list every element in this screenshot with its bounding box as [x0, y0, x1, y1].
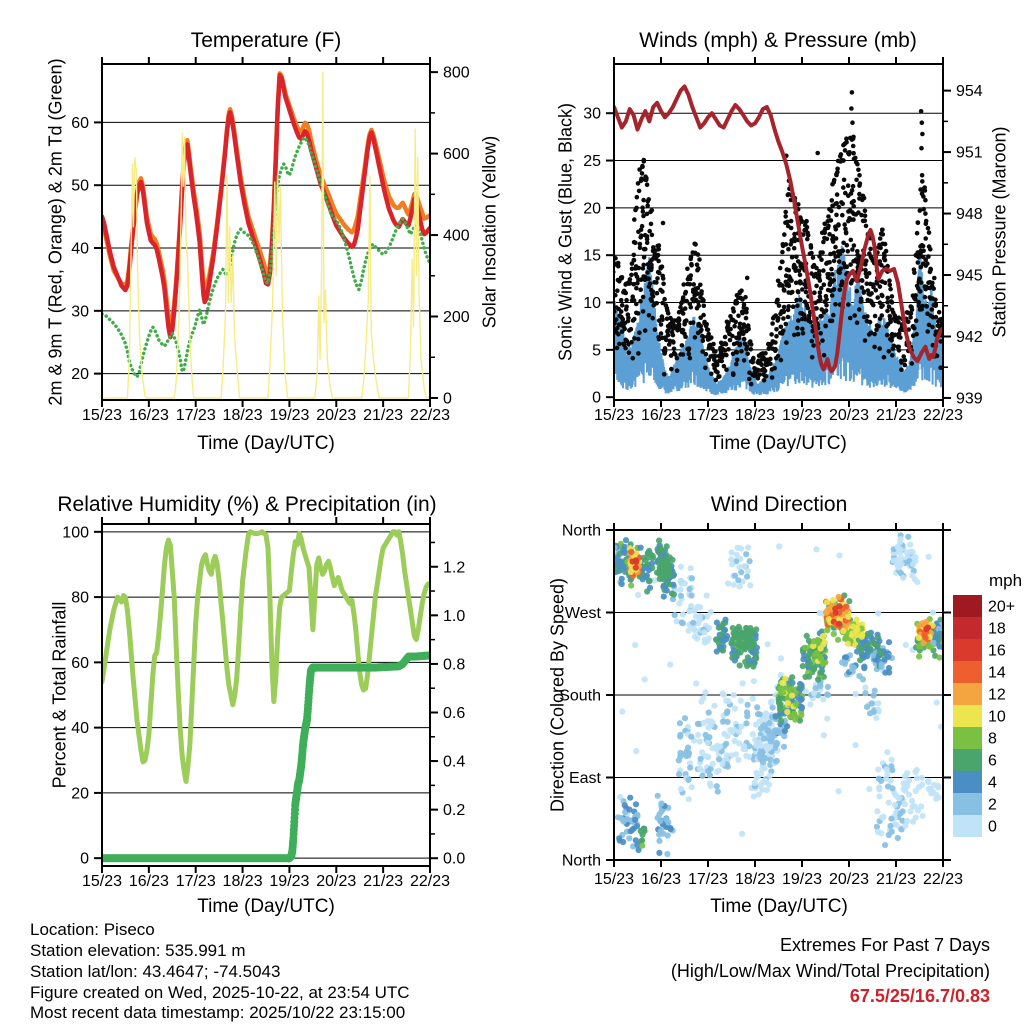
y-tick-label-right: 1.0 [443, 607, 466, 625]
y-tick-label-right: 0.4 [443, 753, 466, 771]
series-2m-t [102, 75, 430, 337]
x-tick-label: 16/23 [128, 407, 169, 424]
y-tick-label-left: 20 [583, 200, 601, 218]
extremes-values: 67.5/25/16.7/0.83 [849, 986, 990, 1006]
x-tick-label: 20/23 [828, 407, 870, 424]
x-tick-label: 17/23 [687, 871, 729, 888]
panel-title-wind-direction: Wind Direction [710, 493, 848, 516]
x-tick-label: 22/23 [922, 407, 964, 424]
xaxis-label-temperature: Time (Day/UTC) [197, 433, 335, 454]
legend-label: 0 [988, 818, 997, 836]
y-tick-label-left: North [561, 852, 601, 870]
x-tick-label: 16/23 [128, 873, 169, 890]
xaxis-label-wind-direction: Time (Day/UTC) [710, 896, 848, 917]
y-tick-label-left: 100 [62, 524, 89, 542]
x-tick-label: 18/23 [734, 407, 776, 424]
x-tick-label: 17/23 [175, 407, 216, 424]
panel-temperature [71, 57, 470, 424]
legend-label: 10 [988, 708, 1006, 726]
y-tick-label-right: 945 [956, 267, 983, 285]
yaxis-label-pressure-right: Station Pressure (Maroon) [989, 126, 1010, 338]
y-tick-label-left: 60 [71, 114, 89, 132]
x-tick-label: 22/23 [409, 873, 451, 890]
y-tick-label-left: South [559, 687, 601, 705]
y-tick-label-left: 40 [71, 720, 89, 738]
x-tick-label: 21/23 [363, 873, 404, 890]
footer-timestamp: Most recent data timestamp: 2025/10/22 23:15:00 [30, 1003, 406, 1022]
x-tick-label: 20/23 [828, 871, 870, 888]
panel-rh_precip [62, 517, 465, 890]
y-tick-label-left: 50 [71, 177, 89, 195]
y-tick-label-right: 948 [956, 206, 983, 224]
footer-elevation: Station elevation: 535.991 m [30, 941, 246, 960]
x-tick-label: 18/23 [222, 873, 263, 890]
x-tick-label: 18/23 [734, 871, 776, 888]
legend-label: 4 [988, 774, 997, 792]
panel-wind_direction [559, 523, 1022, 889]
x-tick-label: 19/23 [781, 871, 823, 888]
y-tick-label-left: 30 [71, 303, 89, 321]
y-tick-label-right: 400 [443, 227, 470, 245]
legend-label: 18 [988, 620, 1006, 638]
series-relative-humidity [102, 532, 430, 782]
x-tick-label: 19/23 [269, 407, 310, 424]
legend-label: 8 [988, 730, 997, 748]
yaxis-label-temperature-right: Solar Insolation (Yellow) [479, 135, 500, 329]
x-tick-label: 19/23 [781, 407, 823, 424]
x-tick-label: 21/23 [875, 407, 917, 424]
speed-legend [953, 571, 1022, 837]
yaxis-label-rh-left: Percent & Total Rainfall [49, 601, 70, 789]
series-9m-t [102, 73, 430, 324]
y-tick-label-right: 0.6 [443, 704, 466, 722]
y-tick-label-right: 0.0 [443, 850, 466, 868]
x-tick-label: 20/23 [316, 407, 357, 424]
y-tick-label-left: 0 [592, 389, 601, 407]
panel-rh_precip-series [98, 532, 433, 862]
y-tick-label-left: 30 [583, 105, 601, 123]
legend-label: 20+ [988, 598, 1016, 616]
legend-swatch [953, 661, 982, 683]
y-tick-label-right: 200 [443, 309, 470, 327]
footer-location: Location: Piseco [30, 920, 155, 939]
x-tick-label: 20/23 [316, 873, 357, 890]
y-tick-label-left: 20 [71, 785, 89, 803]
y-tick-label-left: 5 [592, 342, 601, 360]
yaxis-label-direction-left: Direction (Colored By Speed) [547, 577, 568, 813]
x-tick-label: 16/23 [640, 407, 682, 424]
legend-swatch [953, 793, 982, 815]
y-tick-label-left: 80 [71, 589, 89, 607]
legend-swatch [953, 683, 982, 705]
panel-title-rh-precip: Relative Humidity (%) & Precipitation (in) [57, 493, 437, 516]
y-tick-label-left: 25 [583, 153, 601, 171]
y-tick-label-left: 0 [80, 850, 89, 868]
footer-created: Figure created on Wed, 2025-10-22, at 23:54 UTC [30, 983, 410, 1002]
y-tick-label-right: 942 [956, 328, 983, 346]
xaxis-label-rh-precip: Time (Day/UTC) [197, 896, 335, 917]
series-rainfall-dots [98, 652, 433, 863]
x-tick-label: 17/23 [175, 873, 216, 890]
legend-swatch [953, 727, 982, 749]
y-tick-label-left: East [568, 770, 601, 787]
extremes-subtitle: (High/Low/Max Wind/Total Precipitation) [670, 961, 990, 981]
xaxis-label-winds-pressure: Time (Day/UTC) [709, 433, 847, 454]
panel-winds_pressure [583, 57, 983, 424]
y-tick-label-right: 0.2 [443, 802, 466, 820]
x-tick-label: 15/23 [81, 873, 123, 890]
legend-swatch [953, 815, 982, 837]
x-tick-label: 21/23 [363, 407, 404, 424]
x-tick-label: 16/23 [640, 871, 682, 888]
legend-swatch [953, 617, 982, 639]
y-tick-label-left: 60 [71, 654, 89, 672]
legend-label: 14 [988, 664, 1006, 682]
y-tick-label-left: 10 [583, 295, 601, 313]
x-tick-label: 18/23 [222, 407, 263, 424]
x-tick-label: 15/23 [81, 407, 123, 424]
y-tick-label-left: 15 [583, 247, 601, 265]
y-tick-label-right: 0.8 [443, 656, 466, 674]
footer-latlon: Station lat/lon: 43.4647; -74.5043 [30, 962, 281, 981]
y-tick-label-right: 600 [443, 146, 470, 164]
yaxis-label-wind-left: Sonic Wind & Gust (Blue, Black) [555, 102, 576, 362]
y-tick-label-left: 20 [71, 366, 89, 384]
x-tick-label: 15/23 [593, 407, 635, 424]
legend-label: 16 [988, 642, 1006, 660]
legend-swatch [953, 595, 982, 617]
y-tick-label-right: 951 [956, 144, 983, 162]
legend-label: 2 [988, 796, 997, 814]
y-tick-label-left: North [561, 522, 601, 540]
legend-label: 6 [988, 752, 997, 770]
legend-swatch [953, 639, 982, 661]
legend-label: 12 [988, 686, 1006, 704]
y-tick-label-right: 939 [956, 390, 983, 408]
x-tick-label: 15/23 [593, 871, 635, 888]
y-tick-label-right: 1.2 [443, 559, 466, 577]
y-tick-label-right: 800 [443, 64, 470, 82]
yaxis-label-temperature-left: 2m & 9m T (Red, Orange) & 2m Td (Green) [45, 58, 66, 406]
y-tick-label-right: 954 [956, 83, 983, 101]
x-tick-label: 21/23 [875, 871, 917, 888]
y-tick-label-left: West [564, 605, 601, 622]
x-tick-label: 19/23 [269, 873, 310, 890]
panel-title-temperature: Temperature (F) [190, 29, 342, 52]
x-tick-label: 22/23 [409, 407, 451, 424]
legend-title: mph [989, 571, 1023, 590]
x-tick-label: 22/23 [922, 871, 964, 888]
panel-winds_pressure-series [611, 87, 944, 396]
legend-swatch [953, 771, 982, 793]
legend-swatch [953, 705, 982, 727]
extremes-title: Extremes For Past 7 Days [779, 935, 990, 955]
x-tick-label: 17/23 [687, 407, 729, 424]
legend-swatch [953, 749, 982, 771]
panel-title-winds-pressure: Winds (mph) & Pressure (mb) [639, 29, 917, 52]
panel-temperature-series [102, 72, 430, 398]
y-tick-label-left: 40 [71, 240, 89, 258]
y-tick-label-right: 0 [443, 390, 452, 408]
